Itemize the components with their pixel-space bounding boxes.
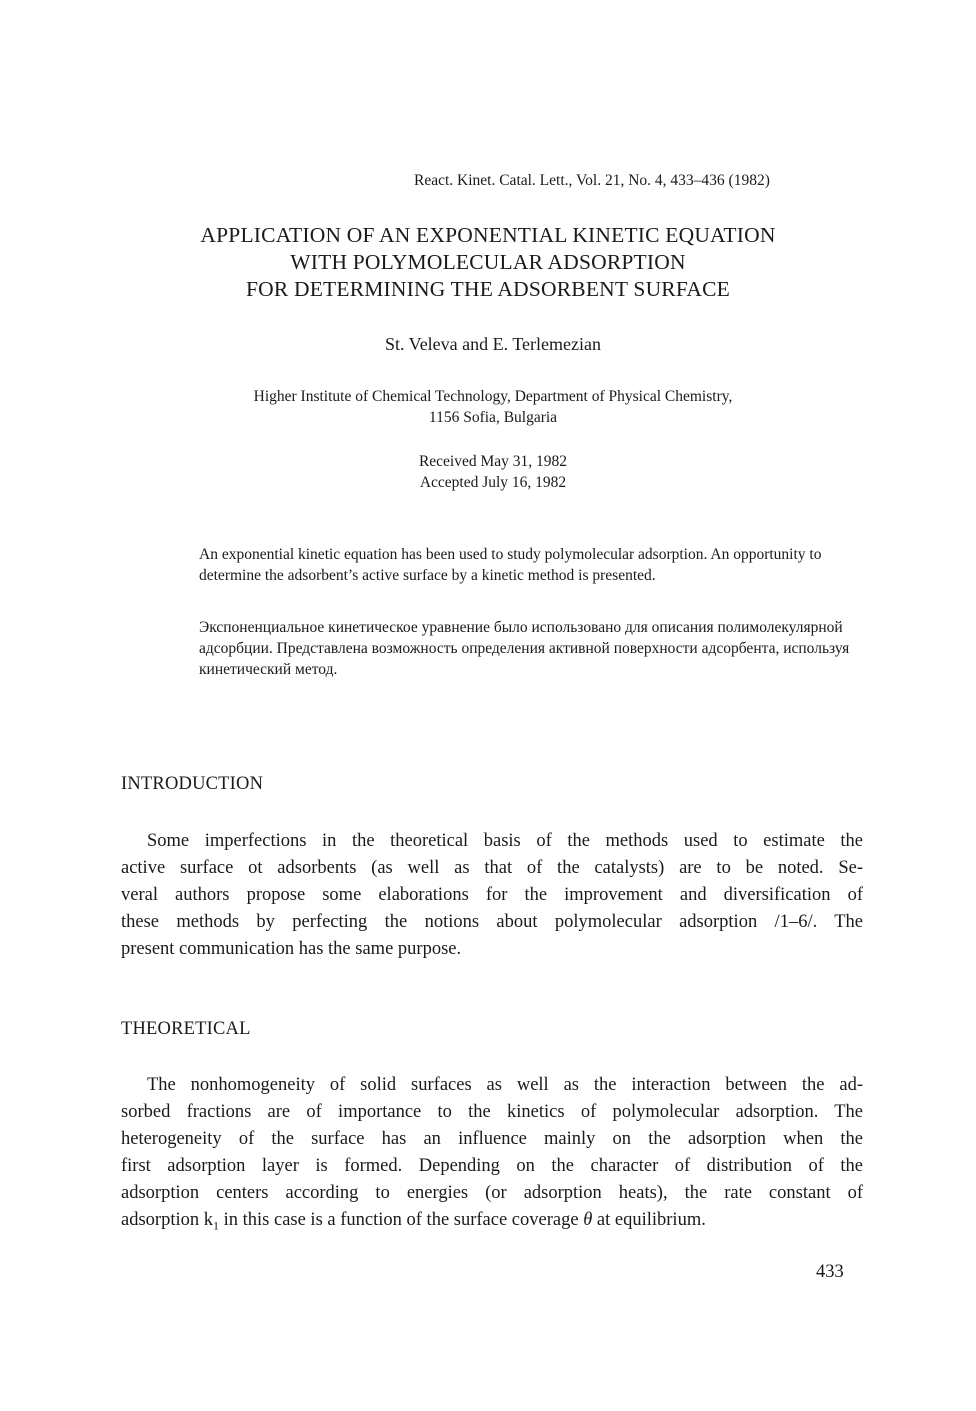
page-number: 433	[816, 1262, 844, 1282]
accepted-date: Accepted July 16, 1982	[419, 474, 567, 491]
text-line: these methods by perfecting the notions about polymolecular adsorption /1–6/. The	[121, 912, 863, 932]
journal-reference: React. Kinet. Catal. Lett., Vol. 21, No. 4, 433–436 (1982)	[414, 172, 770, 189]
text-line: heterogeneity of the surface has an influence mainly on the adsorption when the	[121, 1129, 863, 1149]
text-line: veral authors propose some elaborations for the improvement and diversification of	[121, 885, 863, 905]
rate-constant-symbol: k	[203, 1210, 213, 1230]
title-line: APPLICATION OF AN EXPONENTIAL KINETIC EQUATION	[200, 223, 776, 247]
title-line: WITH POLYMOLECULAR ADSORPTION	[290, 250, 686, 274]
authors: St. Veleva and E. Terlemezian	[385, 334, 601, 354]
introduction-heading: INTRODUCTION	[121, 774, 264, 794]
text-line: sorbed fractions are of importance to the kinetics of polymolecular adsorption. The	[121, 1102, 863, 1122]
received-date: Received May 31, 1982	[418, 453, 568, 470]
text-line: first adsorption layer is formed. Depending on the character of distribution of the	[121, 1156, 863, 1176]
text-line: adsorption centers according to energies (or adsorption heats), the rate constant of	[121, 1183, 863, 1203]
introduction-paragraph	[121, 828, 863, 963]
affiliation-line: 1156 Sofia, Bulgaria	[428, 409, 558, 426]
text-fragment: in this case is a function of the surface coverage	[218, 1210, 584, 1230]
affiliation	[0, 386, 976, 428]
text-line	[121, 1207, 863, 1234]
text-line: present communication has the same purpose.	[121, 939, 462, 959]
theta-symbol: θ	[583, 1210, 593, 1230]
rate-constant-subscript: 1	[212, 1218, 219, 1233]
paper-title	[0, 222, 976, 303]
text-fragment: at equilibrium.	[592, 1210, 706, 1230]
affiliation-line: Higher Institute of Chemical Technology, Department of Physical Chemistry,	[253, 388, 733, 405]
theoretical-paragraph	[121, 1072, 863, 1234]
text-line: active surface ot adsorbents (as well as that of the catalysts) are to be noted. Se-	[121, 858, 863, 878]
abstract-russian: Экспоненциальное кинетическое уравнение было использовано для описания полимолекулярной адсорбции. Представлена возможность определения активной поверхности адсорбента, используя кинетический метод.	[199, 619, 850, 678]
text-line: The nonhomogeneity of solid surfaces as well as the interaction between the ad-	[147, 1075, 863, 1095]
text-line: Some imperfections in the theoretical basis of the methods used to estimate the	[147, 831, 863, 851]
text-fragment: adsorption	[121, 1210, 204, 1230]
abstract-english: An exponential kinetic equation has been used to study polymolecular adsorption. An opportunity to determine the adsorbent’s active surface by a kinetic method is presented.	[199, 546, 822, 584]
submission-dates	[0, 451, 976, 493]
theoretical-heading: THEORETICAL	[121, 1019, 251, 1039]
title-line: FOR DETERMINING THE ADSORBENT SURFACE	[245, 277, 731, 301]
